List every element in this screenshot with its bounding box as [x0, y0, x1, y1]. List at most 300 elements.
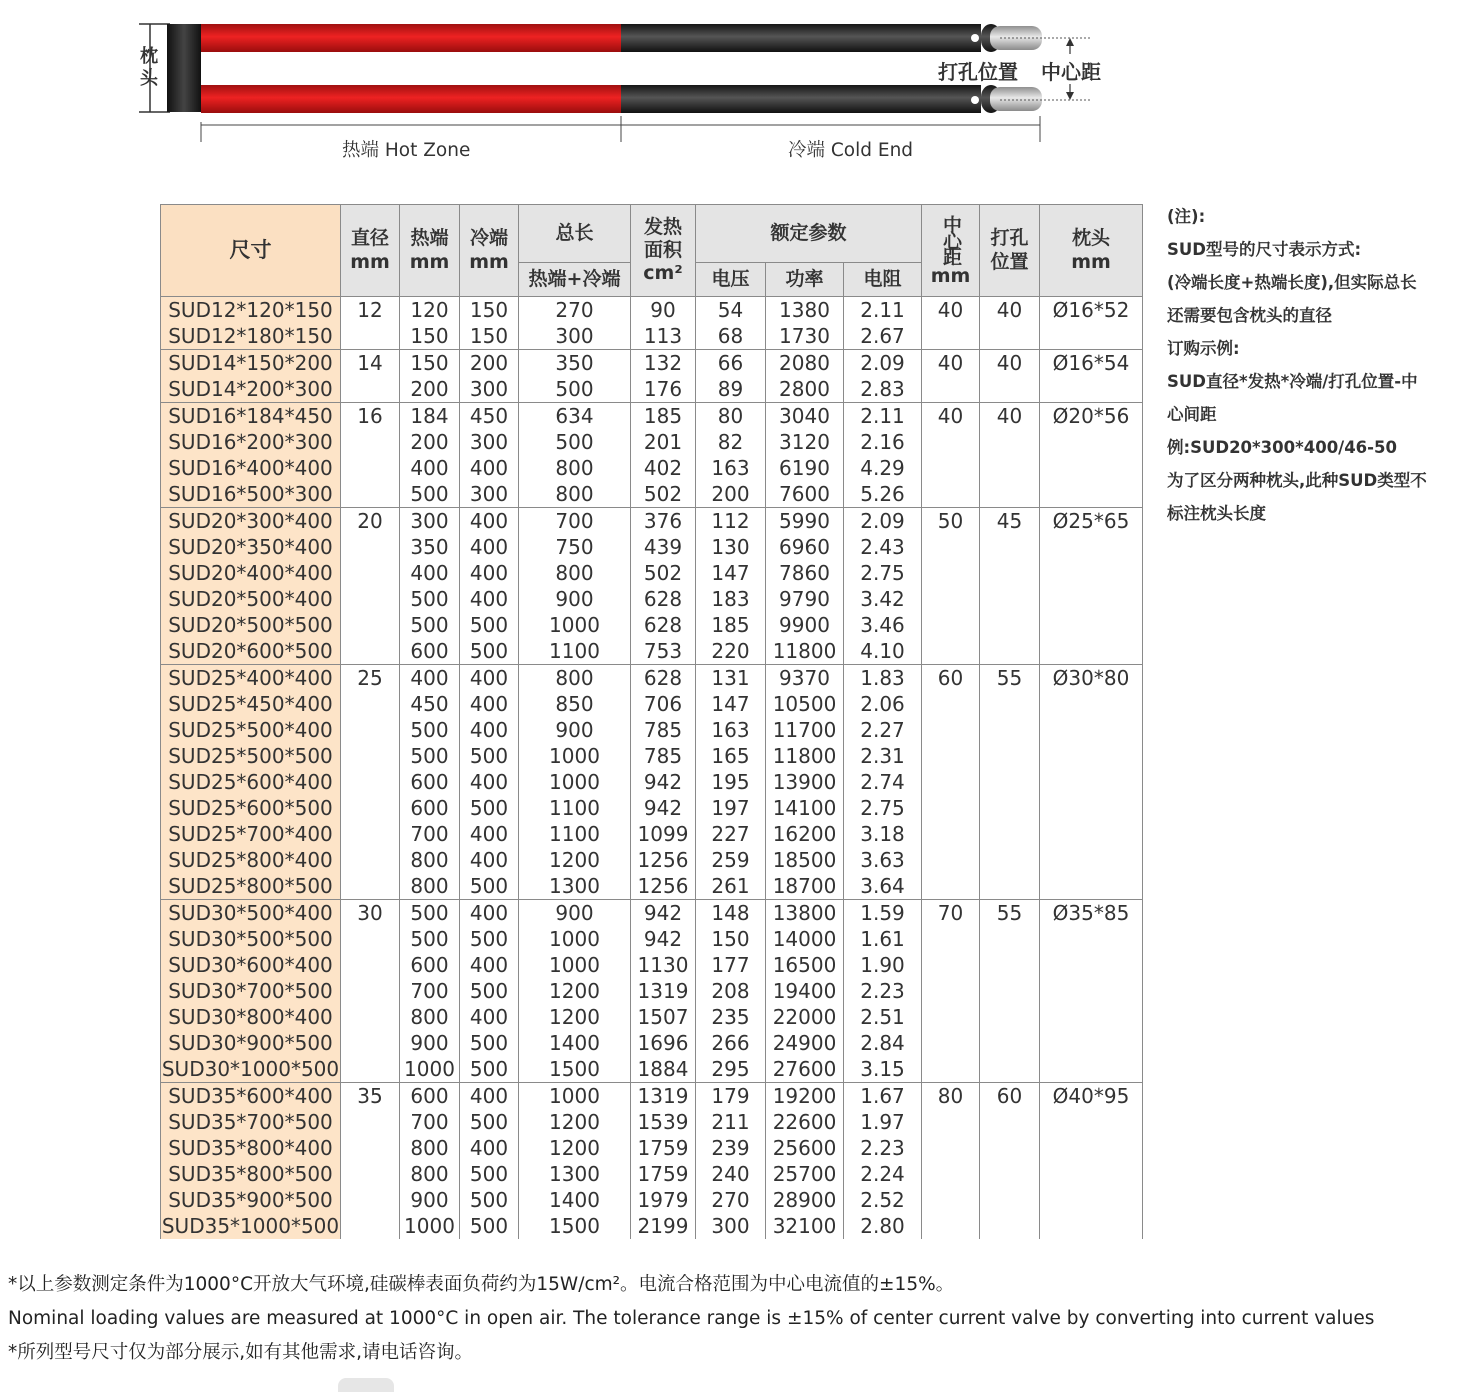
cell-size: SUD14*200*300	[168, 377, 333, 401]
cell-voltage: 261	[711, 874, 750, 898]
header-hot: 热端 mm	[400, 205, 460, 297]
col-area	[631, 508, 696, 665]
cell-hot: 350	[410, 535, 449, 559]
cell-cold: 300	[469, 430, 509, 454]
cell-cold: 400	[469, 587, 509, 611]
cell-voltage: 270	[711, 1188, 750, 1212]
cell-voltage: 82	[717, 430, 744, 454]
col-resistance	[844, 665, 922, 900]
cell-center: 70	[937, 901, 964, 925]
cell-size: SUD30*700*500	[168, 979, 333, 1003]
cell-resistance: 4.29	[860, 456, 905, 480]
cell-cold: 500	[469, 639, 509, 663]
cell-diameter: 12	[357, 298, 383, 322]
cell-hot: 500	[410, 613, 449, 637]
cell-size: SUD20*500*400	[168, 587, 333, 611]
cell-diameter: 35	[357, 1084, 383, 1108]
cell-resistance: 5.26	[860, 482, 905, 506]
footer-line: *所列型号尺寸仅为部分展示,如有其他需求,请电话咨询。	[8, 1342, 474, 1363]
table-row-group	[161, 665, 1143, 900]
cell-resistance: 2.16	[860, 430, 905, 454]
cell-total: 1100	[549, 639, 600, 663]
col-hole	[980, 900, 1040, 1083]
col-size	[161, 1083, 341, 1240]
cell-head: Ø40*95	[1052, 1084, 1130, 1108]
cell-total: 1000	[549, 770, 600, 794]
cell-size: SUD30*800*400	[168, 1005, 333, 1029]
col-head	[1040, 297, 1143, 350]
scroll-tab[interactable]	[338, 1378, 394, 1392]
cell-cold: 400	[469, 848, 509, 872]
col-size	[161, 900, 341, 1083]
col-voltage	[696, 665, 766, 900]
cell-voltage: 147	[711, 561, 750, 585]
heating-element-diagram	[0, 0, 1482, 180]
cell-voltage: 131	[711, 666, 750, 690]
col-area	[631, 403, 696, 508]
head-block	[167, 24, 201, 112]
cell-area: 785	[643, 744, 683, 768]
cell-total: 1200	[549, 848, 600, 872]
cell-size: SUD35*700*500	[168, 1110, 333, 1134]
col-voltage	[696, 1083, 766, 1240]
col-center	[922, 350, 980, 403]
col-hot	[400, 297, 460, 350]
cell-hot: 800	[410, 874, 449, 898]
cell-cold: 500	[469, 874, 509, 898]
cell-total: 500	[555, 377, 594, 401]
footer-notes	[8, 1270, 1458, 1372]
cell-resistance: 2.52	[860, 1188, 905, 1212]
cell-voltage: 239	[711, 1136, 750, 1160]
col-total	[519, 403, 631, 508]
hot-zone-upper	[201, 24, 621, 52]
cell-area: 502	[643, 561, 683, 585]
cell-size: SUD25*600*400	[168, 770, 333, 794]
col-head	[1040, 403, 1143, 508]
note-line: 还需要包含枕头的直径	[1167, 306, 1332, 325]
cell-area: 785	[643, 718, 683, 742]
cell-voltage: 183	[711, 587, 750, 611]
cell-power: 11800	[772, 639, 837, 663]
cell-head: Ø25*65	[1052, 509, 1130, 533]
cell-resistance: 2.11	[860, 298, 905, 322]
cell-size: SUD30*900*500	[168, 1031, 333, 1055]
col-area	[631, 1083, 696, 1240]
cell-resistance: 4.10	[860, 639, 905, 663]
col-diameter	[341, 297, 400, 350]
cell-total: 634	[555, 404, 594, 428]
cell-hot: 600	[410, 639, 449, 663]
cell-size: SUD30*500*400	[168, 901, 333, 925]
col-diameter	[341, 900, 400, 1083]
cell-cold: 150	[469, 298, 509, 322]
cell-cold: 500	[469, 1188, 509, 1212]
cell-resistance: 2.09	[860, 351, 905, 375]
header-hole: 打孔 位置	[980, 205, 1040, 297]
col-hole	[980, 1083, 1040, 1240]
cell-cold: 500	[469, 1110, 509, 1134]
cell-size: SUD12*180*150	[168, 324, 333, 348]
col-center	[922, 900, 980, 1083]
cell-total: 1200	[549, 1136, 600, 1160]
cell-size: SUD16*184*450	[168, 404, 333, 428]
cold-end-upper	[621, 24, 981, 52]
header-diameter: 直径 mm	[341, 205, 400, 297]
col-hot	[400, 350, 460, 403]
col-voltage	[696, 350, 766, 403]
note-line: (注):	[1167, 207, 1206, 226]
cell-total: 1000	[549, 953, 600, 977]
col-hot	[400, 403, 460, 508]
cell-resistance: 1.90	[860, 953, 905, 977]
cell-voltage: 89	[717, 377, 744, 401]
col-diameter	[341, 508, 400, 665]
col-head	[1040, 1083, 1143, 1240]
cell-resistance: 2.11	[860, 404, 905, 428]
cell-power: 7600	[779, 482, 830, 506]
hole-position-label: 打孔位置	[938, 60, 1018, 84]
cell-cold: 500	[469, 979, 509, 1003]
cell-hot: 120	[410, 298, 449, 322]
cell-size: SUD35*800*500	[168, 1162, 333, 1186]
cell-hot: 800	[410, 848, 449, 872]
cell-size: SUD16*200*300	[168, 430, 333, 454]
col-area	[631, 665, 696, 900]
header-row-1	[161, 205, 1143, 263]
cell-cold: 500	[469, 744, 509, 768]
cell-power: 6190	[779, 456, 830, 480]
col-center	[922, 297, 980, 350]
cell-area: 942	[643, 796, 683, 820]
cell-area: 628	[643, 587, 683, 611]
cell-power: 11700	[772, 718, 837, 742]
side-notes	[1167, 203, 1467, 533]
cell-total: 1000	[549, 1084, 600, 1108]
cell-hot: 900	[410, 1188, 449, 1212]
note-line: 心间距	[1167, 405, 1217, 424]
cell-cold: 400	[469, 953, 509, 977]
footer-line: *以上参数测定条件为1000°C开放大气环境,硅碳棒表面负荷约为15W/cm²。电流合格范围为中心电流值的±15%。	[8, 1274, 955, 1295]
cell-voltage: 300	[711, 1214, 750, 1238]
cell-total: 1000	[549, 927, 600, 951]
cell-power: 13900	[772, 770, 837, 794]
spec-table-body	[161, 297, 1143, 1240]
header-center: 中心距 mm	[922, 205, 980, 297]
cell-area: 1696	[637, 1031, 689, 1055]
cell-hot: 800	[410, 1136, 449, 1160]
cell-cold: 400	[469, 1084, 509, 1108]
table-row-group	[161, 508, 1143, 665]
cell-power: 27600	[772, 1057, 837, 1081]
cell-area: 942	[643, 927, 683, 951]
cell-power: 2080	[779, 351, 830, 375]
cell-hot: 600	[410, 796, 449, 820]
cell-area: 376	[643, 509, 683, 533]
cell-resistance: 2.74	[860, 770, 905, 794]
cell-size: SUD25*500*500	[168, 744, 333, 768]
cell-voltage: 68	[717, 324, 744, 348]
cell-total: 1000	[549, 613, 600, 637]
cell-size: SUD30*500*500	[168, 927, 333, 951]
col-resistance	[844, 1083, 922, 1240]
cell-total: 750	[555, 535, 594, 559]
cell-power: 9370	[779, 666, 830, 690]
cell-voltage: 163	[711, 718, 750, 742]
header-area: 发热 面积 cm²	[631, 205, 696, 297]
cell-power: 19400	[772, 979, 837, 1003]
cell-power: 11800	[772, 744, 837, 768]
cell-power: 7860	[779, 561, 830, 585]
col-cold	[460, 350, 519, 403]
header-cold: 冷端 mm	[460, 205, 519, 297]
note-line: SUD型号的尺寸表示方式:	[1167, 240, 1362, 259]
cell-resistance: 2.51	[860, 1005, 905, 1029]
cell-cold: 500	[469, 1057, 509, 1081]
cell-area: 176	[643, 377, 683, 401]
cell-voltage: 80	[717, 404, 744, 428]
cell-cold: 500	[469, 1162, 509, 1186]
cell-area: 90	[650, 298, 676, 322]
cell-resistance: 2.75	[860, 796, 905, 820]
cell-resistance: 1.97	[860, 1110, 905, 1134]
cell-hot: 400	[410, 666, 449, 690]
cell-hole: 55	[996, 666, 1023, 690]
col-resistance	[844, 297, 922, 350]
cell-power: 9900	[779, 613, 830, 637]
cell-resistance: 3.42	[860, 587, 905, 611]
element-drawing	[0, 0, 1482, 180]
col-diameter	[341, 665, 400, 900]
col-hot	[400, 508, 460, 665]
cell-size: SUD20*400*400	[168, 561, 333, 585]
col-size	[161, 350, 341, 403]
cell-area: 753	[643, 639, 683, 663]
col-voltage	[696, 508, 766, 665]
col-center	[922, 1083, 980, 1240]
cell-total: 1500	[549, 1214, 600, 1238]
hot-zone-label: 热端 Hot Zone	[342, 140, 471, 161]
cell-size: SUD35*900*500	[168, 1188, 333, 1212]
cell-voltage: 235	[711, 1005, 750, 1029]
cell-total: 900	[555, 587, 594, 611]
note-line: SUD直径*发热*冷端/打孔位置-中	[1167, 372, 1418, 391]
col-power	[766, 665, 844, 900]
col-power	[766, 297, 844, 350]
cell-cold: 400	[469, 692, 509, 716]
cell-center: 40	[937, 351, 964, 375]
cell-total: 1200	[549, 1110, 600, 1134]
header-size: 尺寸	[161, 205, 341, 297]
cell-area: 1979	[637, 1188, 689, 1212]
cell-power: 24900	[772, 1031, 837, 1055]
cell-resistance: 2.31	[860, 744, 905, 768]
cell-area: 942	[643, 770, 683, 794]
cell-resistance: 2.80	[860, 1214, 905, 1238]
cell-total: 850	[555, 692, 594, 716]
cell-voltage: 163	[711, 456, 750, 480]
cell-voltage: 147	[711, 692, 750, 716]
cell-size: SUD20*600*500	[168, 639, 333, 663]
cell-cold: 300	[469, 482, 509, 506]
cell-hot: 1000	[404, 1057, 455, 1081]
cell-area: 502	[643, 482, 683, 506]
col-resistance	[844, 350, 922, 403]
cell-resistance: 2.24	[860, 1162, 905, 1186]
col-hot	[400, 665, 460, 900]
col-center	[922, 508, 980, 665]
cell-voltage: 208	[711, 979, 750, 1003]
cell-hot: 200	[410, 430, 449, 454]
cell-size: SUD25*800*400	[168, 848, 333, 872]
cell-resistance: 2.23	[860, 979, 905, 1003]
cell-cold: 500	[469, 613, 509, 637]
cell-size: SUD25*400*400	[168, 666, 333, 690]
cell-hole: 40	[996, 298, 1023, 322]
cell-area: 1130	[637, 953, 689, 977]
cell-cold: 400	[469, 1005, 509, 1029]
cell-resistance: 2.84	[860, 1031, 905, 1055]
cell-resistance: 3.64	[860, 874, 905, 898]
cell-cold: 400	[469, 1136, 509, 1160]
cell-diameter: 16	[357, 404, 383, 428]
header-resistance: 电阻	[844, 263, 922, 297]
col-hole	[980, 665, 1040, 900]
cell-total: 350	[555, 351, 594, 375]
cell-total: 1200	[549, 979, 600, 1003]
col-size	[161, 403, 341, 508]
col-total	[519, 508, 631, 665]
cell-power: 3120	[779, 430, 830, 454]
cell-size: SUD20*500*500	[168, 613, 333, 637]
cell-hot: 700	[410, 1110, 449, 1134]
cell-cold: 400	[469, 718, 509, 742]
cell-voltage: 295	[711, 1057, 750, 1081]
cell-resistance: 3.46	[860, 613, 905, 637]
cell-cold: 450	[469, 404, 509, 428]
cell-power: 28900	[772, 1188, 837, 1212]
table-row-group	[161, 900, 1143, 1083]
cell-total: 1500	[549, 1057, 600, 1081]
cell-area: 1884	[637, 1057, 689, 1081]
cell-resistance: 2.27	[860, 718, 905, 742]
cell-power: 6960	[779, 535, 830, 559]
cell-resistance: 3.15	[860, 1057, 905, 1081]
cell-area: 1099	[637, 822, 689, 846]
note-line: 为了区分两种枕头,此种SUD类型不	[1167, 471, 1427, 490]
cold-end-label: 冷端 Cold End	[788, 140, 914, 161]
col-voltage	[696, 403, 766, 508]
col-hot	[400, 1083, 460, 1240]
cell-area: 706	[643, 692, 683, 716]
cell-diameter: 30	[357, 901, 383, 925]
col-total	[519, 350, 631, 403]
cell-hole: 55	[996, 901, 1023, 925]
cell-hot: 450	[410, 692, 449, 716]
cell-hot: 300	[410, 509, 449, 533]
col-resistance	[844, 900, 922, 1083]
cell-voltage: 197	[711, 796, 750, 820]
cell-area: 1319	[637, 1084, 689, 1108]
col-resistance	[844, 403, 922, 508]
cell-cold: 400	[469, 901, 509, 925]
cell-power: 22600	[772, 1110, 837, 1134]
col-size	[161, 508, 341, 665]
cell-power: 25600	[772, 1136, 837, 1160]
cell-resistance: 2.67	[860, 324, 905, 348]
cell-size: SUD14*150*200	[168, 351, 333, 375]
cell-voltage: 54	[717, 298, 744, 322]
cell-hole: 60	[996, 1084, 1023, 1108]
cell-power: 13800	[772, 901, 837, 925]
cell-hole: 45	[996, 509, 1023, 533]
cell-area: 439	[643, 535, 683, 559]
cell-cold: 400	[469, 770, 509, 794]
cell-voltage: 150	[711, 927, 750, 951]
cell-size: SUD35*1000*500	[161, 1214, 340, 1238]
cell-power: 2800	[779, 377, 830, 401]
cell-hot: 500	[410, 901, 449, 925]
cell-size: SUD25*450*400	[168, 692, 333, 716]
cell-hot: 150	[410, 351, 449, 375]
col-voltage	[696, 297, 766, 350]
cold-end-lower	[621, 85, 981, 113]
col-power	[766, 1083, 844, 1240]
col-power	[766, 508, 844, 665]
cell-center: 60	[937, 666, 964, 690]
cell-resistance: 3.18	[860, 822, 905, 846]
col-hole	[980, 508, 1040, 665]
cell-total: 1100	[549, 796, 600, 820]
cell-hole: 40	[996, 404, 1023, 428]
table-row-group	[161, 1083, 1143, 1240]
col-head	[1040, 665, 1143, 900]
col-power	[766, 403, 844, 508]
cell-hot: 184	[410, 404, 449, 428]
cell-area: 1319	[637, 979, 689, 1003]
cell-resistance: 2.06	[860, 692, 905, 716]
cell-size: SUD20*350*400	[168, 535, 333, 559]
col-size	[161, 665, 341, 900]
cell-area: 132	[643, 351, 683, 375]
cell-area: 1256	[637, 874, 689, 898]
cell-power: 22000	[772, 1005, 837, 1029]
cell-hot: 800	[410, 1162, 449, 1186]
col-head	[1040, 900, 1143, 1083]
cell-power: 25700	[772, 1162, 837, 1186]
cell-total: 1300	[549, 874, 600, 898]
cell-hole: 40	[996, 351, 1023, 375]
col-total	[519, 900, 631, 1083]
cell-power: 14100	[772, 796, 837, 820]
cell-area: 2199	[637, 1214, 689, 1238]
cell-size: SUD30*1000*500	[161, 1057, 340, 1081]
center-distance-label: 中心距	[1041, 60, 1101, 84]
cell-hot: 500	[410, 587, 449, 611]
cell-power: 9790	[779, 587, 830, 611]
cell-hot: 400	[410, 456, 449, 480]
cell-hot: 900	[410, 1031, 449, 1055]
cell-cold: 400	[469, 535, 509, 559]
cell-power: 1380	[779, 298, 830, 322]
header-total: 总长	[519, 205, 631, 263]
header-voltage: 电压	[696, 263, 766, 297]
cell-size: SUD35*600*400	[168, 1084, 333, 1108]
cell-resistance: 3.63	[860, 848, 905, 872]
cell-diameter: 25	[357, 666, 383, 690]
cell-voltage: 240	[711, 1162, 750, 1186]
cell-head: Ø16*54	[1052, 351, 1130, 375]
